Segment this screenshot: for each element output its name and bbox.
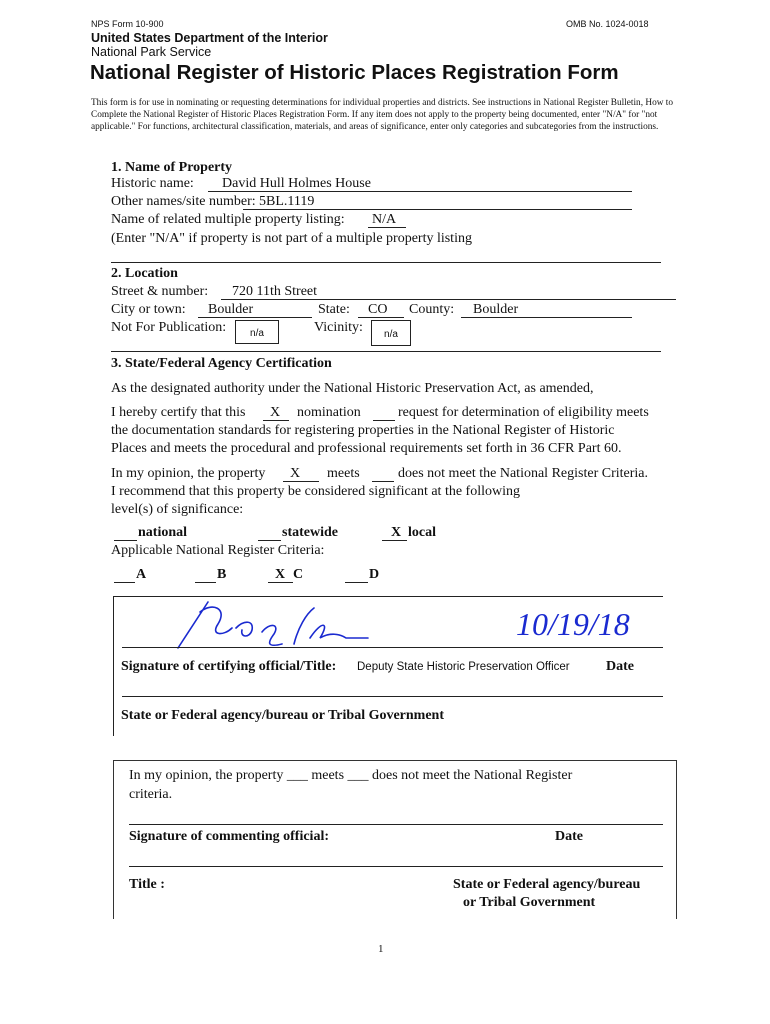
section3-heading: 3. State/Federal Agency Certification: [111, 356, 332, 371]
comment-signature-label: Signature of commenting official:: [129, 829, 329, 844]
multiple-listing-line: [368, 227, 406, 228]
certify-line3: Places and meets the procedural and professional requirements set forth in 36 CFR Part 60.: [111, 441, 622, 456]
comment-agency-line2: or Tribal Government: [463, 895, 596, 910]
certify-line2: the documentation standards for registering properties in the National Register of Historic: [111, 423, 615, 438]
statewide-blank[interactable]: [258, 540, 281, 541]
signature-line: [122, 647, 663, 648]
comment-signature-line: [129, 824, 663, 825]
section-divider: [111, 262, 661, 263]
criteria-letter-a: A: [136, 567, 147, 582]
street-value[interactable]: 720 11th Street: [232, 284, 318, 299]
opinion-text-c: does not meet the National Register Criteria.: [398, 466, 648, 481]
level-statewide: statewide: [282, 525, 338, 540]
certify-text-c: request for determination of eligibility meets: [398, 405, 649, 420]
historic-name-line: [208, 191, 632, 192]
certify-text-b: nomination: [297, 405, 361, 420]
city-value[interactable]: Boulder: [208, 302, 254, 317]
opinion-mark[interactable]: X: [290, 466, 301, 481]
street-line: [221, 299, 676, 300]
comment-opinion-line1: In my opinion, the property ___ meets ___ does not meet the National Register: [129, 768, 573, 783]
certify-mark[interactable]: X: [270, 405, 281, 420]
form-title: National Register of Historic Places Registration Form: [90, 61, 619, 84]
multiple-listing-value[interactable]: N/A: [372, 212, 397, 227]
department-name: United States Department of the Interior: [91, 31, 328, 45]
omb-number: OMB No. 1024-0018: [566, 19, 649, 29]
opinion-text-a: In my opinion, the property: [111, 466, 266, 481]
criteria-blank-b: [195, 582, 216, 583]
comment-title-label: Title :: [129, 877, 165, 892]
opinion-text-b: meets: [327, 466, 360, 481]
form-intro: This form is for use in nominating or requesting determinations for individual properties and districts. See instructions in National Register Bulletin, How to Complete the National Register of Historic Places Registration Form. If any item does not apply to the property being documented, enter "N/A" for "not applicable." For functions, architectural classification, materials, and areas of significance, enter only categories and subcategories from the instructions.: [91, 98, 673, 132]
county-value[interactable]: Boulder: [473, 302, 519, 317]
other-names-value[interactable]: 5BL.1119: [259, 194, 315, 209]
historic-name-value[interactable]: David Hull Holmes House: [222, 176, 371, 191]
comment-opinion-line2: criteria.: [129, 787, 173, 802]
criteria-blank-a: [114, 582, 135, 583]
criteria-blank-d: [345, 582, 368, 583]
opinion-blank: [283, 481, 319, 482]
state-value[interactable]: CO: [368, 302, 388, 317]
state-label: State:: [318, 302, 350, 317]
criteria-mark-c[interactable]: X: [275, 567, 286, 582]
comment-date-label: Date: [555, 829, 583, 844]
page-number: 1: [378, 943, 384, 955]
other-names-label: Other names/site number:: [111, 194, 256, 209]
vicinity-box[interactable]: n/a: [371, 320, 411, 346]
publication-box[interactable]: n/a: [235, 320, 279, 344]
section-divider: [111, 351, 661, 352]
comment-title-line: [129, 866, 663, 867]
agency-label: State or Federal agency/bureau or Tribal Government: [121, 708, 445, 723]
level-national: national: [138, 525, 188, 540]
signature-title: Deputy State Historic Preservation Officer: [357, 661, 570, 673]
certification-box-left: [113, 596, 114, 736]
criteria-letter-d: D: [369, 567, 380, 582]
authority-text: As the designated authority under the National Historic Preservation Act, as amended,: [111, 381, 594, 396]
section1-heading: 1. Name of Property: [111, 160, 233, 175]
national-blank[interactable]: [114, 540, 137, 541]
historic-name-label: Historic name:: [111, 176, 194, 191]
other-names-line: [243, 209, 632, 210]
publication-label: Not For Publication:: [111, 320, 227, 335]
county-label: County:: [409, 302, 455, 317]
recommend-line2: level(s) of significance:: [111, 502, 244, 517]
signature-date: 10/19/18: [516, 606, 630, 642]
service-name: National Park Service: [91, 45, 212, 59]
certify-blank: [263, 420, 289, 421]
multiple-listing-label: Name of related multiple property listing:: [111, 212, 345, 227]
signature-date-label: Date: [606, 659, 634, 674]
form-number: NPS Form 10-900: [91, 19, 164, 29]
street-label: Street & number:: [111, 284, 209, 299]
recommend-line1: I recommend that this property be considered significant at the following: [111, 484, 520, 499]
city-line: [198, 317, 312, 318]
local-mark[interactable]: X: [391, 525, 402, 540]
does-not-meet-blank[interactable]: [372, 481, 394, 482]
county-line: [461, 317, 632, 318]
city-label: City or town:: [111, 302, 186, 317]
section2-heading: 2. Location: [111, 266, 178, 281]
multiple-listing-note: (Enter "N/A" if property is not part of a multiple property listing: [111, 231, 472, 246]
criteria-letter-c: C: [293, 567, 304, 582]
request-blank[interactable]: [373, 420, 395, 421]
criteria-label: Applicable National Register Criteria:: [111, 543, 325, 558]
agency-line: [122, 696, 663, 697]
level-local: local: [408, 525, 436, 540]
certification-box-top: [113, 596, 663, 597]
criteria-blank-c: [268, 582, 293, 583]
certify-text-a: I hereby certify that this: [111, 405, 246, 420]
local-blank: [382, 540, 407, 541]
state-line: [358, 317, 404, 318]
signature-label: Signature of certifying official/Title:: [121, 659, 337, 674]
vicinity-label: Vicinity:: [314, 320, 363, 335]
comment-agency-line1: State or Federal agency/bureau: [453, 877, 641, 892]
criteria-letter-b: B: [217, 567, 227, 582]
